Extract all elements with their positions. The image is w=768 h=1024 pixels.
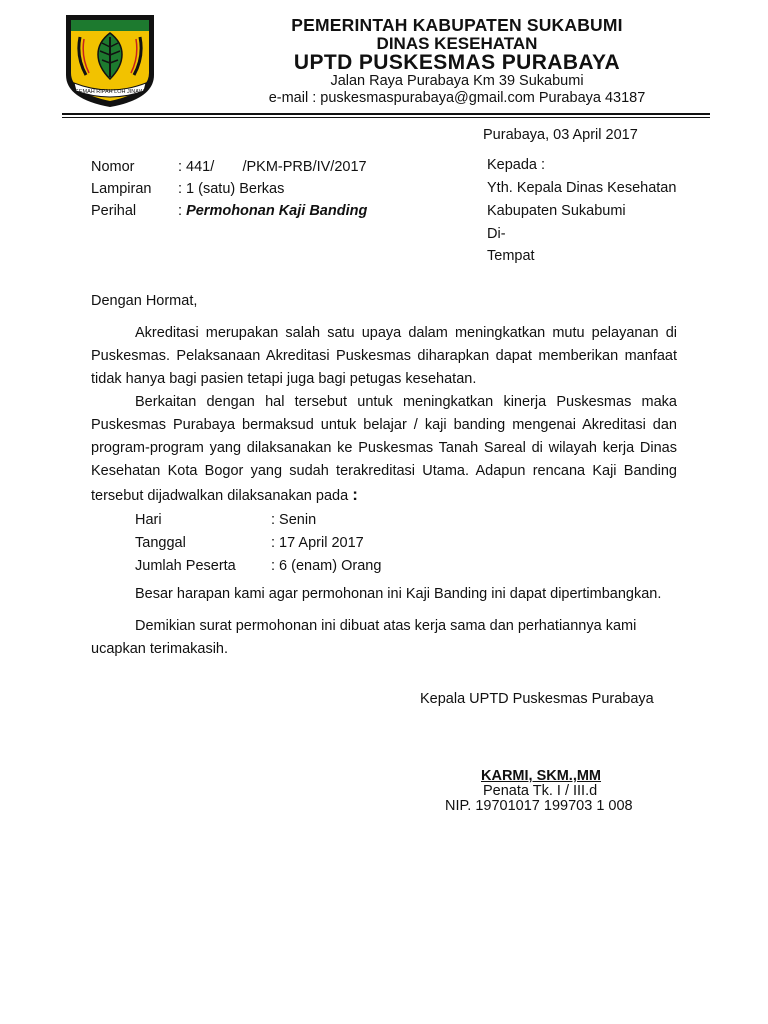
meta-label-nomor: Nomor — [91, 159, 135, 175]
paragraph-4-text: Demikian surat permohonan ini dibuat atas kerja sama dan perhatiannya kami ucapkan terimakasih. — [91, 618, 637, 657]
meta-colon-perihal: : — [178, 203, 187, 219]
schedule-value-tanggal: : 17 April 2017 — [271, 535, 364, 551]
signature-title: Kepala UPTD Puskesmas Purabaya — [420, 691, 654, 707]
signature-rank: Penata Tk. I / III.d — [483, 783, 598, 799]
meta-value-lampiran: : 1 (satu) Berkas — [178, 181, 285, 197]
paragraph-1-text: Akreditasi merupakan salah satu upaya dalam meningkatkan mutu pelayanan di Puskesmas. Pelaksanaan Akreditasi Puskesmas diharapkan dapat memberikan manfaat tidak hanya bagi pasien tetapi juga bagi petugas kesehatan. — [91, 325, 677, 387]
schedule-value-peserta: : 6 (enam) Orang — [271, 558, 382, 574]
letterhead-government: PEMERINTAH KABUPATEN SUKABUMI — [291, 15, 623, 35]
logo-motto: GEMAH RIPAH LOH JINAWI — [74, 89, 146, 95]
kabupaten-sukabumi-logo-icon — [64, 13, 156, 109]
schedule-value-hari: : Senin — [271, 512, 317, 528]
recipient-line-3: Kabupaten Sukabumi — [487, 203, 626, 219]
paragraph-2-text — [91, 391, 677, 508]
signature-nip: NIP. 19701017 199703 1 008 — [445, 798, 633, 814]
meta-label-lampiran: Lampiran — [91, 181, 152, 197]
letterhead-department: DINAS KESEHATAN — [376, 34, 538, 53]
paragraph-2-colon: : — [352, 485, 358, 504]
schedule-label-hari: Hari — [135, 512, 162, 528]
meta-label-perihal: Perihal — [91, 203, 137, 219]
letterhead-rule-thin — [62, 117, 710, 118]
meta-value-nomor: : 441/ /PKM-PRB/IV/2017 — [178, 159, 367, 175]
meta-perihal-row — [178, 203, 367, 219]
letterhead-rule-thick — [62, 113, 710, 115]
paragraph-2-body: Berkaitan dengan hal tersebut untuk meningkatkan kinerja Puskesmas maka Puskesmas Purabaya bermaksud untuk belajar / kaji banding mengenai Akreditasi dan program-program yang dilaksanakan ke Puskesmas Tanah Sareal di wilayah kerja Dinas Kesehatan Kota Bogor yang sudah terakreditasi Utama. Adapun rencana Kaji Banding tersebut dijadwalkan dilaksanakan pada — [91, 394, 677, 504]
recipient-line-4: Di- — [487, 226, 506, 242]
schedule-label-peserta: Jumlah Peserta — [135, 558, 236, 574]
body-paragraph-4 — [91, 615, 677, 661]
letter-date: Purabaya, 03 April 2017 — [483, 127, 638, 143]
recipient-line-1: Kepada : — [487, 157, 546, 173]
letterhead-institution: UPTD PUSKESMAS PURABAYA — [293, 51, 621, 74]
body-paragraph-1 — [91, 322, 677, 391]
paragraph-3-text: Besar harapan kami agar permohonan ini Kaji Banding ini dapat dipertimbangkan. — [135, 586, 662, 602]
meta-value-perihal: Permohonan Kaji Banding — [186, 203, 368, 219]
salutation: Dengan Hormat, — [91, 293, 198, 309]
schedule-label-tanggal: Tanggal — [135, 535, 186, 551]
recipient-line-2: Yth. Kepala Dinas Kesehatan — [487, 180, 677, 196]
signature-name: KARMI, SKM.,MM — [481, 768, 602, 784]
body-paragraph-2 — [91, 391, 677, 508]
letterhead-contact: e-mail : puskesmaspurabaya@gmail.com Purabaya 43187 — [268, 90, 646, 106]
recipient-line-5: Tempat — [487, 248, 535, 264]
letterhead-address: Jalan Raya Purabaya Km 39 Sukabumi — [330, 73, 584, 89]
